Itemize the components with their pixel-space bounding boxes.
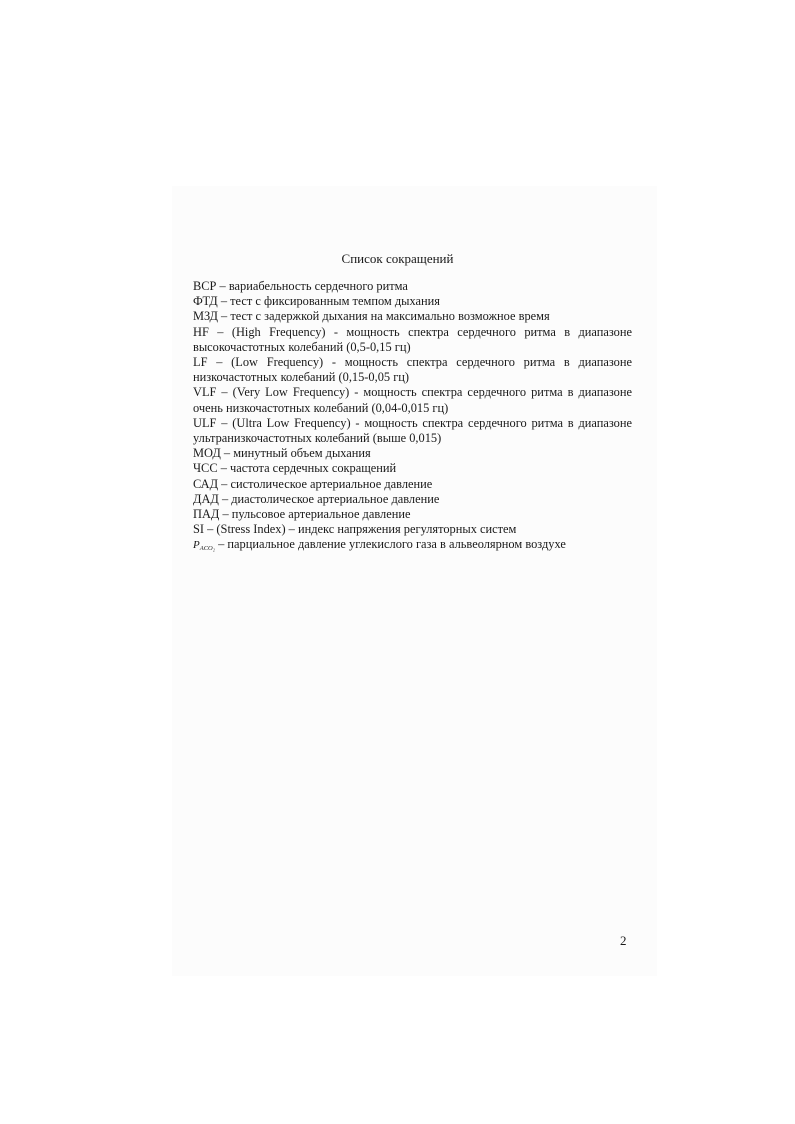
- abbreviation-definition: (Very Low Frequency) - мощность спектра сердечного ритма в диапазоне очень низкочастотных колебаний (0,04-0,015 гц): [193, 385, 633, 415]
- abbreviation-term: ЧСС: [193, 461, 218, 476]
- abbreviation-definition: парциальное давление углекислого газа в альвеолярном воздухе: [227, 537, 566, 552]
- pco2-symbol-letter: P: [193, 539, 200, 552]
- pco2-subscript: ACO₂: [199, 545, 215, 553]
- abbreviation-definition: минутный объем дыхания: [233, 446, 371, 461]
- abbreviation-definition: тест с задержкой дыхания на максимально возможное время: [230, 309, 550, 324]
- abbreviation-definition: (Stress Index) – индекс напряжения регуляторных систем: [216, 522, 517, 537]
- abbreviation-separator: –: [207, 355, 232, 370]
- abbreviation-item: [193, 461, 632, 476]
- abbreviation-item: [193, 325, 632, 355]
- abbreviation-term: ФТД: [193, 294, 218, 309]
- abbreviation-definition: тест с фиксированным темпом дыхания: [230, 294, 440, 309]
- abbreviation-separator: –: [218, 491, 232, 506]
- abbreviation-item: [193, 416, 632, 446]
- abbreviation-definition: частота сердечных сокращений: [229, 461, 397, 476]
- abbreviation-definition: (Low Frequency) - мощность спектра сердечного ритма в диапазоне низкочастотных колебаний (0,15-0,05 гц): [193, 355, 633, 385]
- abbreviation-definition: (High Frequency) - мощность спектра сердечного ритма в диапазоне высокочастотных колебаний (0,5-0,15 гц): [193, 324, 632, 354]
- abbreviation-item: [193, 309, 632, 324]
- abbreviation-term: САД: [193, 476, 219, 491]
- abbreviation-definition: диастолическое артериальное давление: [231, 491, 440, 506]
- abbreviation-term: LF: [193, 355, 208, 370]
- page-title: Список сокращений: [341, 251, 454, 266]
- abbreviation-term: SI: [193, 522, 205, 537]
- abbreviation-definition: систолическое артериальное давление: [230, 476, 433, 491]
- abbreviation-separator: –: [216, 385, 233, 400]
- abbreviation-item: [193, 446, 632, 461]
- page-number: 2: [620, 933, 627, 948]
- abbreviation-separator: –: [215, 537, 228, 552]
- abbreviation-separator: –: [217, 309, 231, 324]
- abbreviation-item: [193, 294, 632, 309]
- abbreviation-separator: –: [204, 522, 217, 537]
- abbreviation-term: ВСР: [193, 279, 217, 293]
- abbreviation-separator: –: [216, 415, 233, 430]
- abbreviation-item: [193, 492, 632, 507]
- abbreviation-item: [193, 522, 632, 537]
- abbreviation-term: МЗД: [193, 309, 218, 324]
- abbreviation-separator: –: [216, 279, 229, 293]
- abbreviation-term: ДАД: [193, 491, 219, 506]
- abbreviation-separator: –: [217, 461, 230, 476]
- abbreviation-item-pco2: [193, 537, 632, 556]
- abbreviation-term: ПАД: [193, 507, 220, 522]
- abbreviation-definition: (Ultra Low Frequency) - мощность спектра сердечного ритма в диапазоне ультранизкочастотных колебаний (выше 0,015): [193, 415, 633, 446]
- abbreviation-separator: –: [219, 507, 232, 522]
- abbreviation-separator: –: [218, 476, 231, 491]
- abbreviation-item: [193, 355, 632, 385]
- abbreviation-item: [193, 507, 632, 522]
- abbreviation-item: [193, 385, 632, 415]
- pco2-symbol: [193, 539, 215, 551]
- abbreviation-separator: –: [217, 294, 231, 309]
- abbreviation-definition: пульсовое артериальное давление: [231, 507, 411, 522]
- abbreviation-term: HF: [193, 324, 209, 339]
- abbreviation-definition: вариабельность сердечного ритма: [228, 279, 408, 293]
- abbreviation-item: [193, 477, 632, 492]
- abbreviation-term: МОД: [193, 446, 221, 461]
- abbreviation-list: [193, 279, 632, 557]
- abbreviation-separator: –: [220, 446, 234, 461]
- abbreviation-item: [193, 279, 632, 294]
- abbreviation-term: VLF: [193, 385, 217, 400]
- abbreviation-separator: –: [208, 324, 232, 339]
- abbreviation-term: ULF: [193, 415, 217, 430]
